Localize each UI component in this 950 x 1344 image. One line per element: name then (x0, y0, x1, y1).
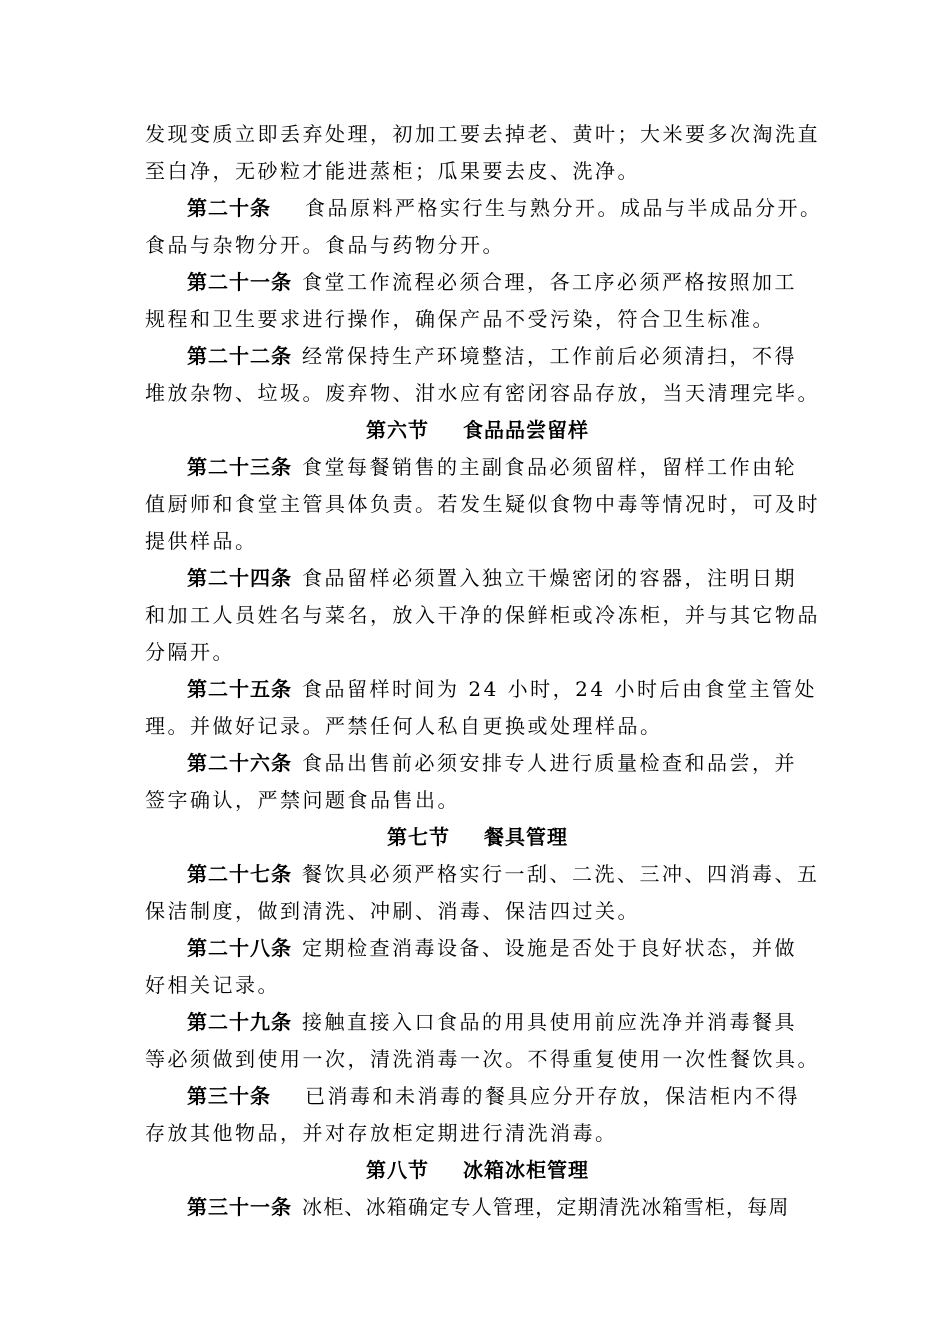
article-text: 食堂每餐销售的主副食品必须留样，留样工作由轮 (302, 455, 797, 479)
section-number: 第六节 (366, 418, 429, 442)
article-number: 第二十五条 (187, 677, 292, 701)
article-text: 食品出售前必须安排专人进行质量检查和品尝，并 (302, 751, 797, 775)
text-line: 堆放杂物、垃圾。废弃物、泔水应有密闭容品存放，当天清理完毕。 (145, 381, 820, 405)
article-number: 第三十一条 (187, 1195, 292, 1219)
text-line: 理。并做好记录。严禁任何人私自更换或处理样品。 (145, 714, 663, 738)
article-31 (145, 1189, 810, 1226)
article-20 (145, 190, 823, 264)
article-23 (145, 449, 820, 560)
section-title: 食品品尝留样 (463, 418, 589, 442)
text-line: 存放其他物品，并对存放柜定期进行清洗消毒。 (145, 1121, 618, 1145)
document-page (145, 116, 823, 1226)
article-text: 接触直接入口食品的用具使用前应洗净并消毒餐具 (302, 1010, 797, 1034)
article-29 (145, 1004, 820, 1078)
section-number: 第七节 (387, 825, 450, 849)
article-number: 第二十条 (187, 196, 271, 220)
article-number: 第二十六条 (187, 751, 292, 775)
article-number: 第二十二条 (187, 344, 292, 368)
article-number: 第二十三条 (187, 455, 292, 479)
section-title: 冰箱冰柜管理 (463, 1158, 589, 1182)
article-number: 第二十四条 (187, 566, 292, 590)
article-number: 第二十七条 (187, 862, 292, 886)
text-line: 发现变质立即丢弃处理，初加工要去掉老、黄叶；大米要多次淘洗直 (145, 122, 820, 146)
article-text: 食堂工作流程必须合理，各工序必须严格按照加工 (302, 270, 797, 294)
article-text: 经常保持生产环境整洁，工作前后必须清扫，不得 (302, 344, 797, 368)
article-22 (145, 338, 820, 412)
section-number: 第八节 (366, 1158, 429, 1182)
text-line: 食品与杂物分开。食品与药物分开。 (145, 233, 505, 257)
section-title: 餐具管理 (484, 825, 568, 849)
article-text: 食品留样必须置入独立干燥密闭的容器，注明日期 (302, 566, 797, 590)
article-number: 第三十条 (187, 1084, 271, 1108)
article-28 (145, 930, 810, 1004)
article-text: 食品留样时间为 24 小时，24 小时后由食堂主管处 (302, 677, 817, 701)
text-line: 保洁制度，做到清洗、冲刷、消毒、保洁四过关。 (145, 899, 640, 923)
text-line: 至白净，无砂粒才能进蒸柜；瓜果要去皮、洗净。 (145, 159, 640, 183)
text-line: 等必须做到使用一次，清洗消毒一次。不得重复使用一次性餐饮具。 (145, 1047, 820, 1071)
article-30 (145, 1078, 810, 1152)
text-line: 值厨师和食堂主管具体负责。若发生疑似食物中毒等情况时，可及时 (145, 492, 820, 516)
article-text: 餐饮具必须严格实行一刮、二洗、三冲、四消毒、五 (302, 862, 820, 886)
continuation-paragraph (145, 116, 820, 190)
article-25 (145, 671, 817, 745)
article-21 (145, 264, 810, 338)
text-line: 签字确认，严禁问题食品售出。 (145, 788, 460, 812)
article-number: 第二十八条 (187, 936, 292, 960)
text-line: 好相关记录。 (145, 973, 280, 997)
article-text: 冰柜、冰箱确定专人管理，定期清洗冰箱雪柜，每周 (302, 1195, 790, 1219)
section-heading-7 (145, 819, 810, 856)
article-number: 第二十一条 (187, 270, 292, 294)
text-line: 和加工人员姓名与菜名，放入干净的保鲜柜或冷冻柜，并与其它物品 (145, 603, 820, 627)
article-text: 已消毒和未消毒的餐具应分开存放，保洁柜内不得 (305, 1084, 800, 1108)
text-line: 提供样品。 (145, 529, 258, 553)
article-text: 食品原料严格实行生与熟分开。成品与半成品分开。 (305, 196, 823, 220)
article-27 (145, 856, 820, 930)
article-24 (145, 560, 820, 671)
article-26 (145, 745, 810, 819)
text-line: 规程和卫生要求进行操作，确保产品不受污染，符合卫生标准。 (145, 307, 775, 331)
section-heading-6 (145, 412, 810, 449)
article-number: 第二十九条 (187, 1010, 292, 1034)
section-heading-8 (145, 1152, 810, 1189)
article-text: 定期检查消毒设备、设施是否处于良好状态，并做 (302, 936, 797, 960)
text-line: 分隔开。 (145, 640, 235, 664)
